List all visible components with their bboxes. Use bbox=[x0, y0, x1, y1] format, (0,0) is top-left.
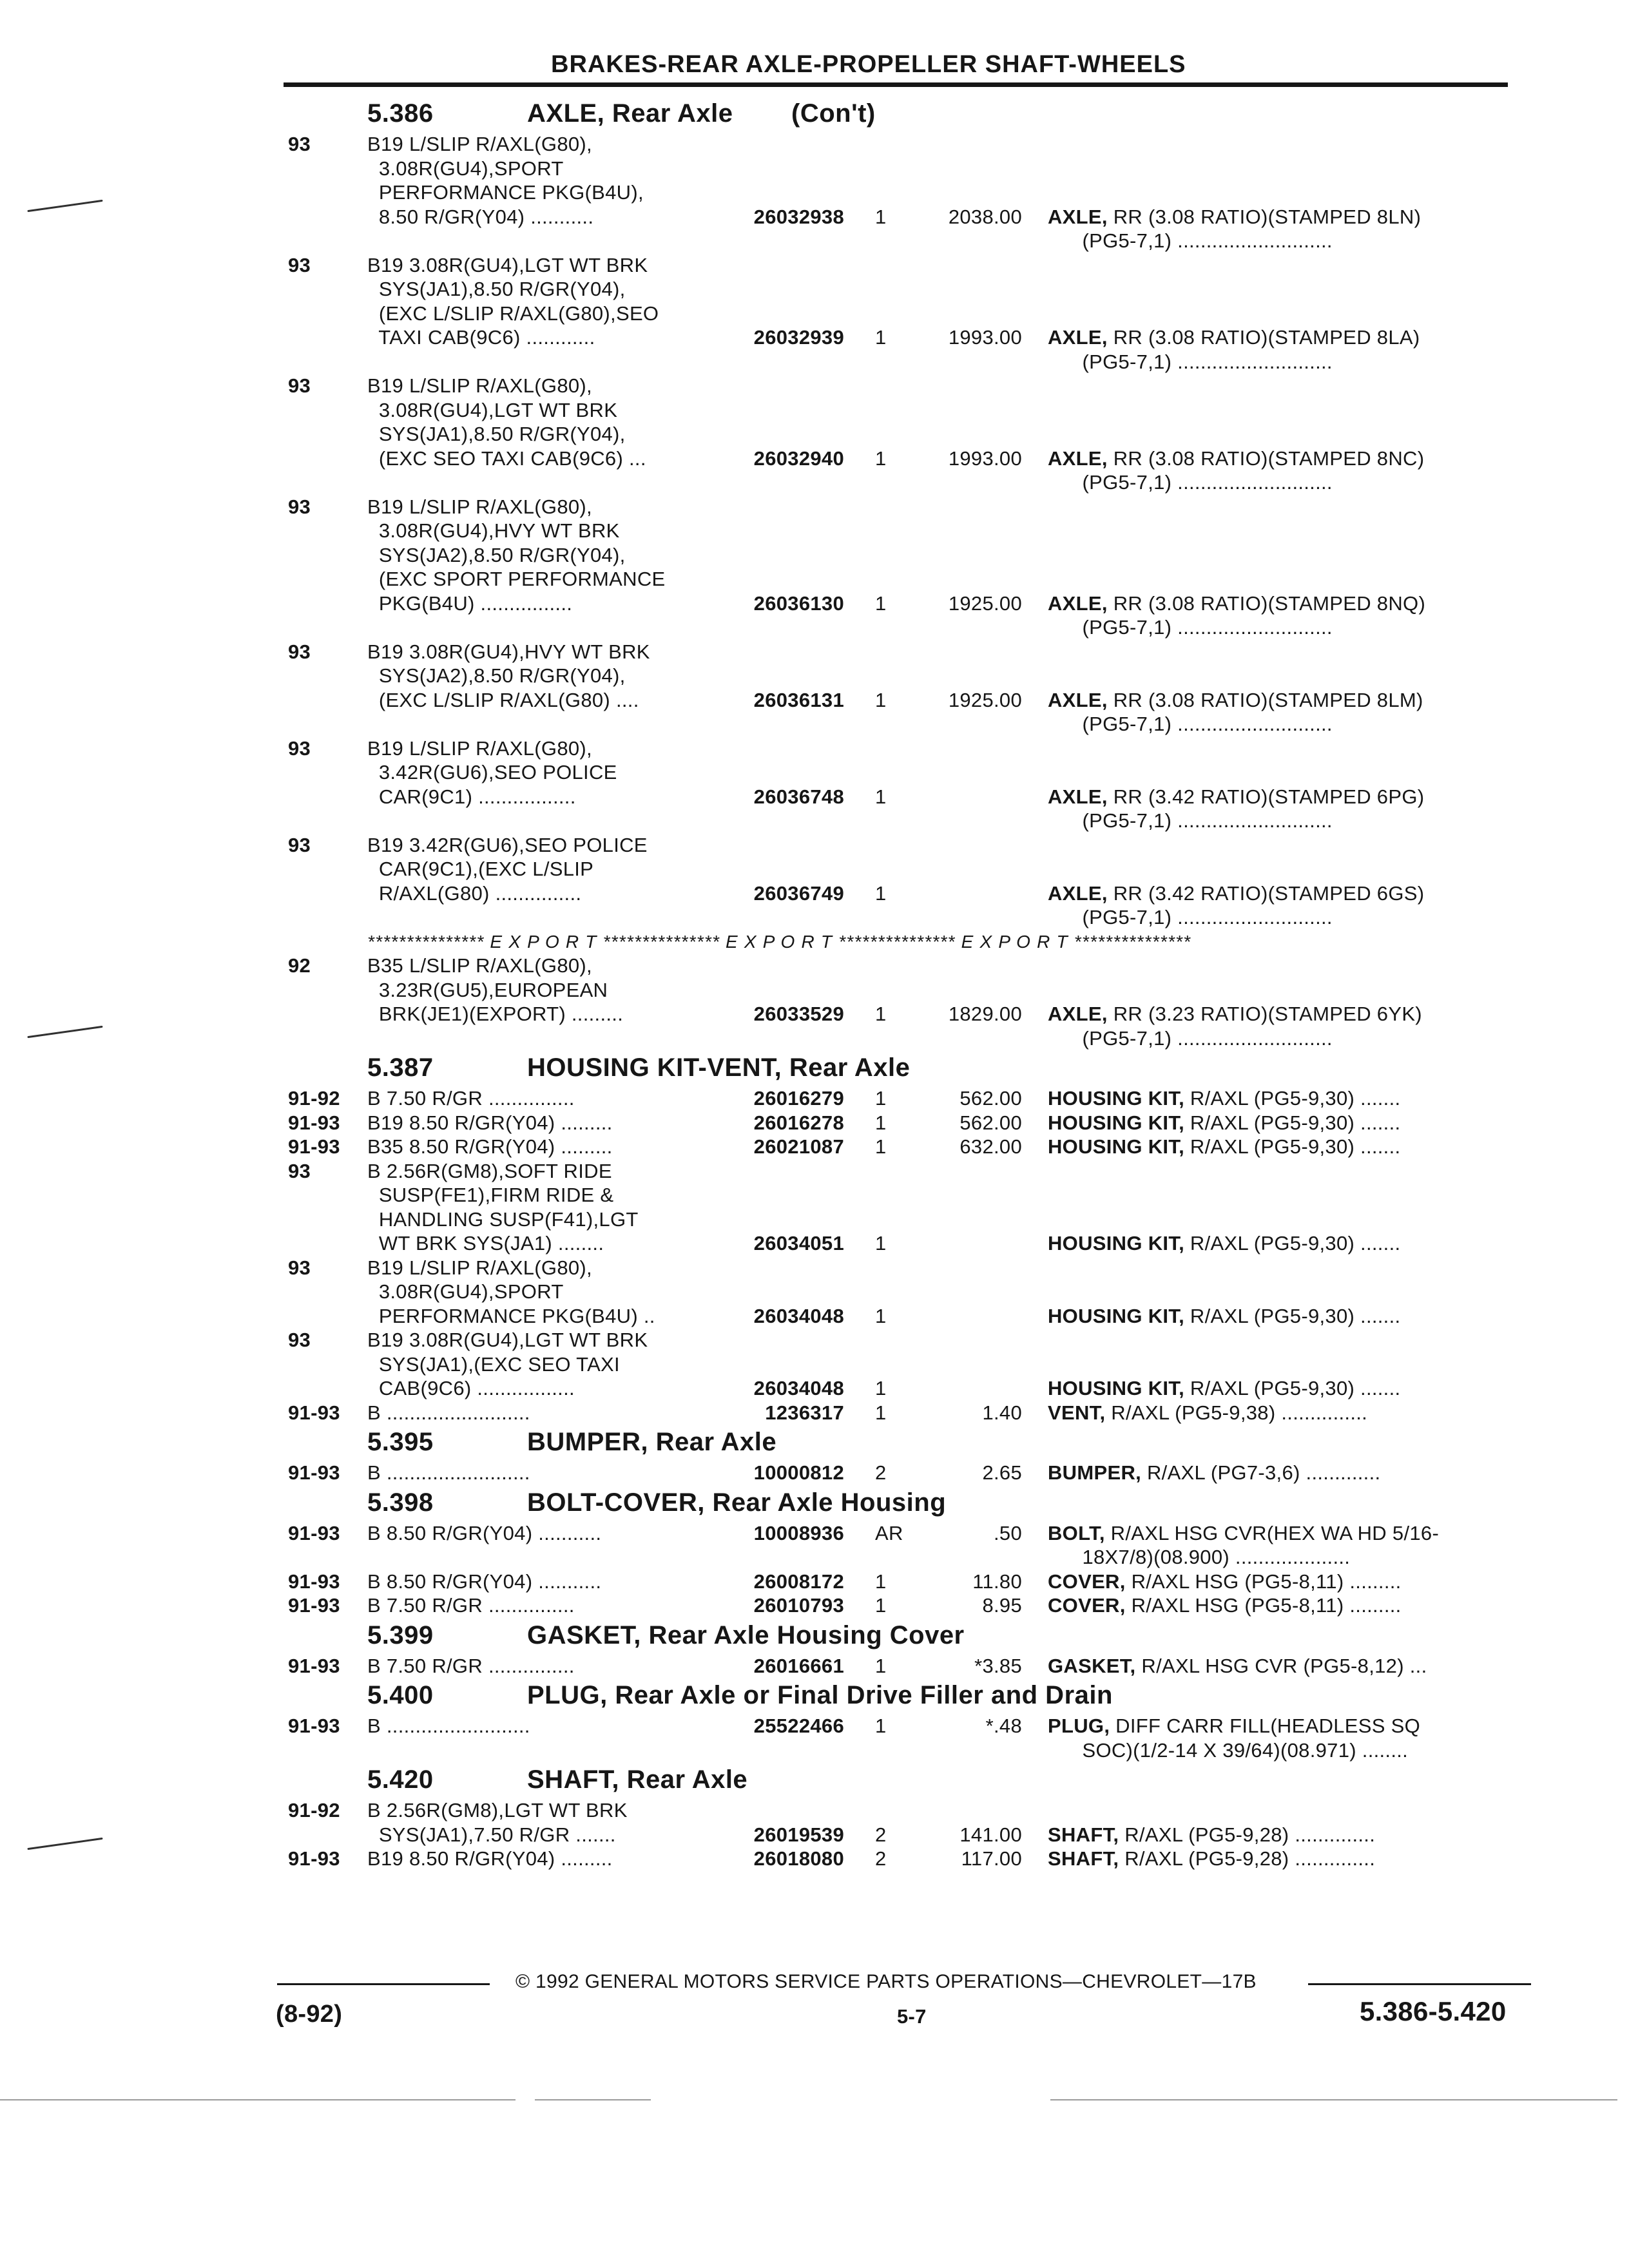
part-detail: (PG5-7,1) ........................... bbox=[1048, 350, 1333, 373]
part-description bbox=[1048, 1522, 1439, 1545]
part-description bbox=[1048, 1594, 1402, 1617]
model-year: 91-93 bbox=[288, 1401, 340, 1424]
section-title: AXLE, Rear Axle bbox=[527, 99, 733, 128]
footer-rule-left bbox=[277, 1983, 490, 1985]
footer-date: (8-92) bbox=[276, 2001, 343, 2028]
usage-text: 3.08R(GU4),SPORT bbox=[367, 157, 564, 180]
binder-mark bbox=[27, 1838, 102, 1850]
part-description bbox=[1048, 1135, 1400, 1158]
part-detail: RR (3.08 RATIO)(STAMPED 8LM) bbox=[1107, 688, 1423, 711]
model-year: 93 bbox=[288, 833, 311, 856]
scan-edge-line bbox=[1050, 2099, 1617, 2100]
part-description bbox=[1048, 1461, 1380, 1485]
export-divider: *************** E X P O R T *************** E X P O R T *************** E X P O R T *************** bbox=[367, 931, 1191, 952]
part-number: 26016661 bbox=[753, 1654, 844, 1677]
part-number: 26036749 bbox=[753, 881, 844, 905]
part-number: 26036131 bbox=[753, 688, 844, 711]
model-year: 93 bbox=[288, 374, 311, 397]
part-number: 26034048 bbox=[753, 1377, 844, 1399]
part-detail: R/AXL (PG5-9,30) ....... bbox=[1184, 1111, 1401, 1134]
usage-text: B19 3.08R(GU4),HVY WT BRK bbox=[367, 640, 650, 663]
part-name: VENT, bbox=[1048, 1401, 1106, 1424]
model-year: 91-93 bbox=[288, 1570, 340, 1593]
price: .50 bbox=[994, 1521, 1022, 1544]
model-year: 91-93 bbox=[288, 1715, 340, 1737]
section-number: 5.386 bbox=[367, 99, 434, 128]
quantity: 1 bbox=[875, 1715, 887, 1737]
model-year: 93 bbox=[288, 1256, 311, 1279]
quantity: 1 bbox=[875, 688, 887, 711]
part-name: COVER, bbox=[1048, 1594, 1126, 1617]
price: 1993.00 bbox=[948, 447, 1022, 470]
price: *3.85 bbox=[974, 1654, 1022, 1677]
part-number: 26021087 bbox=[753, 1135, 844, 1158]
part-description bbox=[1048, 1401, 1367, 1425]
part-detail: (PG5-7,1) ........................... bbox=[1048, 1026, 1333, 1050]
part-detail: R/AXL (PG5-9,30) ....... bbox=[1184, 1087, 1401, 1110]
part-name: HOUSING KIT, bbox=[1048, 1377, 1185, 1399]
part-name: SHAFT, bbox=[1048, 1847, 1119, 1870]
part-description bbox=[1048, 447, 1424, 470]
model-year: 91-93 bbox=[288, 1521, 340, 1544]
price: 1.40 bbox=[982, 1401, 1022, 1424]
part-detail: R/AXL HSG (PG5-8,11) ......... bbox=[1125, 1570, 1402, 1593]
part-detail: RR (3.08 RATIO)(STAMPED 8LN) bbox=[1107, 205, 1422, 228]
part-number: 26008172 bbox=[753, 1570, 844, 1593]
part-description bbox=[1048, 906, 1333, 929]
part-description bbox=[1048, 689, 1423, 712]
quantity: 1 bbox=[875, 447, 887, 470]
part-detail: (PG5-7,1) ........................... bbox=[1048, 616, 1333, 639]
part-number: 26034048 bbox=[753, 1304, 844, 1327]
part-name: SHAFT, bbox=[1048, 1823, 1119, 1846]
part-number: 25522466 bbox=[753, 1715, 844, 1737]
part-description bbox=[1048, 1546, 1350, 1569]
part-description bbox=[1048, 326, 1420, 349]
model-year: 93 bbox=[288, 736, 311, 760]
part-detail: R/AXL HSG (PG5-8,11) ......... bbox=[1125, 1594, 1402, 1617]
part-name: AXLE, bbox=[1048, 688, 1108, 711]
part-detail: R/AXL (PG7-3,6) ............. bbox=[1141, 1461, 1381, 1484]
price: 632.00 bbox=[959, 1135, 1022, 1158]
part-name: AXLE, bbox=[1048, 881, 1108, 905]
usage-text: BRK(JE1)(EXPORT) ......... bbox=[367, 1003, 624, 1025]
part-name: HOUSING KIT, bbox=[1048, 1087, 1185, 1110]
part-number: 26016278 bbox=[753, 1111, 844, 1134]
part-number: 26010793 bbox=[753, 1594, 844, 1617]
model-year: 93 bbox=[288, 495, 311, 518]
part-name: HOUSING KIT, bbox=[1048, 1135, 1185, 1158]
model-year: 91-93 bbox=[288, 1654, 340, 1677]
usage-text: B 7.50 R/GR ............... bbox=[367, 1594, 575, 1617]
part-number: 26032938 bbox=[753, 205, 844, 228]
scan-edge-line bbox=[535, 2099, 651, 2100]
usage-text: B35 8.50 R/GR(Y04) ......... bbox=[367, 1135, 613, 1158]
section-continued: (Con't) bbox=[791, 99, 876, 128]
section-number: 5.387 bbox=[367, 1053, 434, 1082]
part-detail: (PG5-7,1) ........................... bbox=[1048, 471, 1333, 494]
usage-text: B19 3.08R(GU4),LGT WT BRK bbox=[367, 253, 648, 276]
model-year: 91-93 bbox=[288, 1847, 340, 1870]
part-detail: (PG5-7,1) ........................... bbox=[1048, 809, 1333, 832]
part-description bbox=[1048, 1655, 1427, 1678]
usage-text: B ......................... bbox=[367, 1715, 530, 1737]
usage-text: PERFORMANCE PKG(B4U) .. bbox=[367, 1304, 655, 1327]
part-description bbox=[1048, 1232, 1400, 1255]
usage-text: B 7.50 R/GR ............... bbox=[367, 1654, 575, 1677]
usage-text: B35 L/SLIP R/AXL(G80), bbox=[367, 954, 592, 977]
usage-text: R/AXL(G80) ............... bbox=[367, 881, 582, 905]
part-description bbox=[1048, 616, 1333, 639]
usage-text: B 7.50 R/GR ............... bbox=[367, 1087, 575, 1110]
model-year: 91-93 bbox=[288, 1461, 340, 1484]
quantity: 1 bbox=[875, 1304, 887, 1327]
part-number: 26016279 bbox=[753, 1087, 844, 1110]
quantity: 1 bbox=[875, 785, 887, 808]
part-number: 1236317 bbox=[765, 1401, 844, 1424]
part-description bbox=[1048, 1087, 1400, 1110]
part-description bbox=[1048, 882, 1424, 905]
usage-text: B 8.50 R/GR(Y04) ........... bbox=[367, 1521, 602, 1544]
usage-text: SYS(JA1),8.50 R/GR(Y04), bbox=[367, 278, 626, 300]
part-detail: R/AXL (PG5-9,30) ....... bbox=[1184, 1377, 1401, 1399]
part-description bbox=[1048, 592, 1425, 615]
section-number: 5.398 bbox=[367, 1488, 434, 1517]
part-description bbox=[1048, 1847, 1375, 1870]
part-detail: R/AXL (PG5-9,30) ....... bbox=[1184, 1135, 1401, 1158]
usage-text: 3.08R(GU4),LGT WT BRK bbox=[367, 398, 618, 421]
quantity: 1 bbox=[875, 205, 887, 228]
price: 1829.00 bbox=[948, 1003, 1022, 1025]
usage-text: B19 L/SLIP R/AXL(G80), bbox=[367, 374, 592, 397]
part-number: 26033529 bbox=[753, 1003, 844, 1025]
model-year: 93 bbox=[288, 640, 311, 663]
part-description bbox=[1048, 1377, 1400, 1400]
quantity: 1 bbox=[875, 1087, 887, 1110]
model-year: 93 bbox=[288, 1329, 311, 1351]
footer-rule-right bbox=[1308, 1983, 1531, 1985]
usage-text: B19 3.42R(GU6),SEO POLICE bbox=[367, 833, 648, 856]
part-number: 26036748 bbox=[753, 785, 844, 808]
usage-text: B 2.56R(GM8),LGT WT BRK bbox=[367, 1799, 628, 1821]
quantity: 2 bbox=[875, 1847, 887, 1870]
part-description bbox=[1048, 1739, 1408, 1762]
part-description bbox=[1048, 785, 1424, 809]
part-name: GASKET, bbox=[1048, 1654, 1136, 1677]
quantity: 1 bbox=[875, 1003, 887, 1025]
usage-text: PKG(B4U) ................ bbox=[367, 591, 573, 615]
usage-text: (EXC L/SLIP R/AXL(G80),SEO bbox=[367, 302, 659, 325]
usage-text: SYS(JA2),8.50 R/GR(Y04), bbox=[367, 664, 626, 687]
usage-text: 3.23R(GU5),EUROPEAN bbox=[367, 978, 608, 1001]
part-number: 26036130 bbox=[753, 591, 844, 615]
part-number: 26032939 bbox=[753, 326, 844, 349]
usage-text: CAR(9C1),(EXC L/SLIP bbox=[367, 858, 594, 880]
part-number: 26019539 bbox=[753, 1823, 844, 1846]
quantity: 1 bbox=[875, 1401, 887, 1424]
section-number: 5.420 bbox=[367, 1765, 434, 1794]
quantity: 1 bbox=[875, 591, 887, 615]
part-name: COVER, bbox=[1048, 1570, 1126, 1593]
section-number: 5.400 bbox=[367, 1681, 434, 1709]
part-detail: (PG5-7,1) ........................... bbox=[1048, 229, 1333, 252]
section-title: PLUG, Rear Axle or Final Drive Filler and Drain bbox=[527, 1681, 1113, 1709]
part-description bbox=[1048, 229, 1333, 253]
quantity: 1 bbox=[875, 1654, 887, 1677]
usage-text: B ......................... bbox=[367, 1461, 530, 1484]
part-detail: RR (3.08 RATIO)(STAMPED 8NC) bbox=[1107, 447, 1425, 470]
part-name: PLUG, bbox=[1048, 1715, 1110, 1737]
model-year: 91-93 bbox=[288, 1594, 340, 1617]
usage-text: HANDLING SUSP(F41),LGT bbox=[367, 1207, 639, 1231]
usage-text: B19 L/SLIP R/AXL(G80), bbox=[367, 736, 592, 760]
quantity: 1 bbox=[875, 1594, 887, 1617]
usage-text: 3.08R(GU4),HVY WT BRK bbox=[367, 519, 620, 542]
scan-edge-line bbox=[0, 2099, 516, 2100]
model-year: 91-93 bbox=[288, 1135, 340, 1158]
part-description bbox=[1048, 809, 1333, 832]
usage-text: B 2.56R(GM8),SOFT RIDE bbox=[367, 1159, 612, 1182]
part-detail: R/AXL (PG5-9,28) .............. bbox=[1119, 1823, 1376, 1846]
usage-text: CAR(9C1) ................. bbox=[367, 785, 576, 808]
quantity: 1 bbox=[875, 881, 887, 905]
section-title: BUMPER, Rear Axle bbox=[527, 1428, 777, 1456]
part-description bbox=[1048, 1715, 1420, 1738]
usage-text: 3.42R(GU6),SEO POLICE bbox=[367, 761, 617, 783]
quantity: 2 bbox=[875, 1461, 887, 1484]
usage-text: B ......................... bbox=[367, 1401, 530, 1424]
price: 1925.00 bbox=[948, 688, 1022, 711]
part-name: BUMPER, bbox=[1048, 1461, 1142, 1484]
section-number: 5.395 bbox=[367, 1428, 434, 1456]
usage-text: SUSP(FE1),FIRM RIDE & bbox=[367, 1184, 614, 1206]
usage-text: 3.08R(GU4),SPORT bbox=[367, 1280, 564, 1303]
usage-text: B 8.50 R/GR(Y04) ........... bbox=[367, 1570, 602, 1593]
quantity: 1 bbox=[875, 1111, 887, 1134]
binder-mark bbox=[27, 1026, 102, 1038]
usage-text: SYS(JA2),8.50 R/GR(Y04), bbox=[367, 543, 626, 566]
model-year: 91-92 bbox=[288, 1087, 340, 1110]
model-year: 91-92 bbox=[288, 1799, 340, 1821]
part-detail: RR (3.08 RATIO)(STAMPED 8NQ) bbox=[1107, 591, 1426, 615]
part-number: 10008936 bbox=[753, 1521, 844, 1544]
usage-text: B19 L/SLIP R/AXL(G80), bbox=[367, 495, 592, 518]
usage-text: 8.50 R/GR(Y04) ........... bbox=[367, 205, 594, 228]
model-year: 91-93 bbox=[288, 1111, 340, 1134]
section-number: 5.399 bbox=[367, 1620, 434, 1649]
quantity: 1 bbox=[875, 1232, 887, 1254]
part-description bbox=[1048, 1823, 1375, 1847]
quantity: 1 bbox=[875, 1135, 887, 1158]
part-description bbox=[1048, 1027, 1333, 1050]
usage-text: SYS(JA1),7.50 R/GR ....... bbox=[367, 1823, 616, 1846]
quantity: 1 bbox=[875, 1377, 887, 1399]
part-detail: R/AXL HSG CVR (PG5-8,12) ... bbox=[1135, 1654, 1427, 1677]
part-description bbox=[1048, 471, 1333, 494]
price: 1993.00 bbox=[948, 326, 1022, 349]
part-name: HOUSING KIT, bbox=[1048, 1304, 1185, 1327]
footer-page-number: 5-7 bbox=[897, 2005, 927, 2028]
price: 11.80 bbox=[972, 1570, 1022, 1593]
usage-text: (EXC SEO TAXI CAB(9C6) ... bbox=[367, 447, 646, 470]
part-detail: R/AXL (PG5-9,38) ............... bbox=[1105, 1401, 1368, 1424]
binder-mark bbox=[27, 200, 102, 212]
part-description bbox=[1048, 206, 1421, 229]
part-detail: RR (3.23 RATIO)(STAMPED 6YK) bbox=[1107, 1003, 1422, 1025]
section-title: BOLT-COVER, Rear Axle Housing bbox=[527, 1488, 947, 1517]
part-number: 10000812 bbox=[753, 1461, 844, 1484]
part-description bbox=[1048, 1003, 1422, 1026]
part-detail: RR (3.42 RATIO)(STAMPED 6PG) bbox=[1107, 785, 1425, 808]
part-detail: (PG5-7,1) ........................... bbox=[1048, 713, 1333, 735]
part-detail: 18X7/8)(08.900) .................... bbox=[1048, 1546, 1351, 1568]
price: 562.00 bbox=[959, 1087, 1022, 1110]
price: 141.00 bbox=[959, 1823, 1022, 1846]
usage-text: B19 3.08R(GU4),LGT WT BRK bbox=[367, 1329, 648, 1351]
part-description bbox=[1048, 1111, 1400, 1135]
part-name: AXLE, bbox=[1048, 326, 1108, 349]
part-detail: R/AXL HSG CVR(HEX WA HD 5/16- bbox=[1104, 1521, 1440, 1544]
usage-text: B19 L/SLIP R/AXL(G80), bbox=[367, 1256, 592, 1279]
section-title: GASKET, Rear Axle Housing Cover bbox=[527, 1620, 965, 1649]
part-description bbox=[1048, 1305, 1400, 1328]
footer-copyright: © 1992 GENERAL MOTORS SERVICE PARTS OPERATIONS—CHEVROLET—17B bbox=[516, 1971, 1257, 1992]
model-year: 93 bbox=[288, 1159, 311, 1182]
page-header-title: BRAKES-REAR AXLE-PROPELLER SHAFT-WHEELS bbox=[551, 51, 1186, 78]
model-year: 93 bbox=[288, 253, 311, 276]
part-detail: RR (3.08 RATIO)(STAMPED 8LA) bbox=[1107, 326, 1420, 349]
header-rule bbox=[284, 82, 1508, 87]
usage-text: B19 L/SLIP R/AXL(G80), bbox=[367, 133, 592, 155]
usage-text: TAXI CAB(9C6) ............ bbox=[367, 326, 595, 349]
usage-text: PERFORMANCE PKG(B4U), bbox=[367, 181, 644, 204]
part-detail: SOC)(1/2-14 X 39/64)(08.971) ........ bbox=[1048, 1738, 1409, 1762]
part-description bbox=[1048, 1570, 1402, 1593]
part-name: AXLE, bbox=[1048, 591, 1108, 615]
usage-text: WT BRK SYS(JA1) ........ bbox=[367, 1232, 604, 1254]
part-number: 26034051 bbox=[753, 1232, 844, 1254]
part-detail: R/AXL (PG5-9,30) ....... bbox=[1184, 1232, 1401, 1254]
price: 1925.00 bbox=[948, 591, 1022, 615]
usage-text: B19 8.50 R/GR(Y04) ......... bbox=[367, 1111, 613, 1134]
part-number: 26032940 bbox=[753, 447, 844, 470]
section-title: HOUSING KIT-VENT, Rear Axle bbox=[527, 1053, 911, 1082]
part-name: AXLE, bbox=[1048, 1003, 1108, 1025]
quantity: 2 bbox=[875, 1823, 887, 1846]
price: 8.95 bbox=[982, 1594, 1022, 1617]
part-name: HOUSING KIT, bbox=[1048, 1111, 1185, 1134]
usage-text: CAB(9C6) ................. bbox=[367, 1377, 575, 1399]
quantity: 1 bbox=[875, 326, 887, 349]
usage-text: (EXC L/SLIP R/AXL(G80) .... bbox=[367, 688, 639, 711]
part-detail: (PG5-7,1) ........................... bbox=[1048, 906, 1333, 928]
part-name: AXLE, bbox=[1048, 785, 1108, 808]
part-number: 26018080 bbox=[753, 1847, 844, 1870]
price: 2038.00 bbox=[948, 205, 1022, 228]
usage-text: SYS(JA1),8.50 R/GR(Y04), bbox=[367, 423, 626, 445]
usage-text: (EXC SPORT PERFORMANCE bbox=[367, 568, 666, 590]
price: 562.00 bbox=[959, 1111, 1022, 1134]
part-detail: R/AXL (PG5-9,28) .............. bbox=[1119, 1847, 1376, 1870]
quantity: 1 bbox=[875, 1570, 887, 1593]
model-year: 93 bbox=[288, 133, 311, 155]
price: *.48 bbox=[985, 1715, 1022, 1737]
quantity: AR bbox=[875, 1521, 903, 1544]
section-title: SHAFT, Rear Axle bbox=[527, 1765, 748, 1794]
usage-text: B19 8.50 R/GR(Y04) ......... bbox=[367, 1847, 613, 1870]
price: 117.00 bbox=[961, 1847, 1022, 1870]
price: 2.65 bbox=[982, 1461, 1022, 1484]
part-description bbox=[1048, 713, 1333, 736]
model-year: 92 bbox=[288, 954, 311, 977]
part-detail: RR (3.42 RATIO)(STAMPED 6GS) bbox=[1107, 881, 1425, 905]
part-detail: DIFF CARR FILL(HEADLESS SQ bbox=[1110, 1715, 1421, 1737]
part-name: HOUSING KIT, bbox=[1048, 1232, 1185, 1254]
part-name: AXLE, bbox=[1048, 447, 1108, 470]
part-name: BOLT, bbox=[1048, 1521, 1105, 1544]
part-name: AXLE, bbox=[1048, 205, 1108, 228]
footer-section-range: 5.386-5.420 bbox=[1360, 1996, 1507, 2026]
usage-text: SYS(JA1),(EXC SEO TAXI bbox=[367, 1352, 620, 1376]
part-description bbox=[1048, 351, 1333, 374]
part-detail: R/AXL (PG5-9,30) ....... bbox=[1184, 1304, 1401, 1327]
